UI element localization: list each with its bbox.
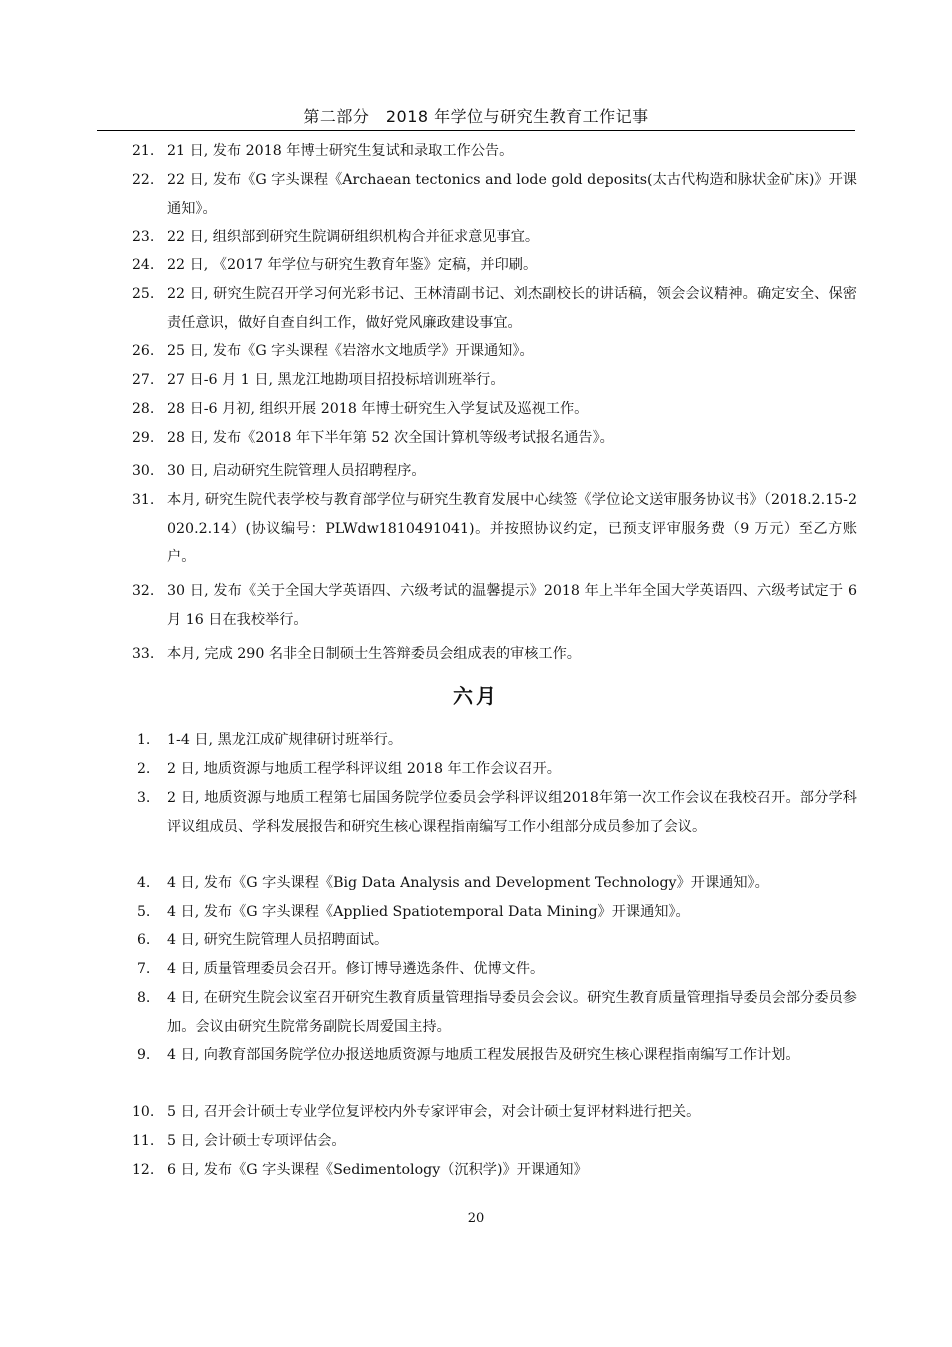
item-text: 30 日, 启动研究生院管理人员招聘程序。 xyxy=(167,463,426,479)
item-text: 5 日, 召开会计硕士专业学位复评校内外专家评审会，对会计硕士复评材料进行把关。 xyxy=(167,1104,701,1120)
item-number: 2. xyxy=(137,761,151,777)
item-number: 28. xyxy=(132,401,155,417)
item-number: 33. xyxy=(132,646,155,662)
item-text: 4 日, 研究生院管理人员招聘面试。 xyxy=(167,932,389,948)
item-text: 25 日, 发布《G 字头课程《岩溶水文地质学》开课通知》。 xyxy=(167,343,534,359)
header-rule xyxy=(97,130,855,131)
item-text: 22 日, 研究生院召开学习何光彩书记、王林清副书记、刘杰副校长的讲话稿，领会会议精神。确定安全、保密责任意识，做好自查自纠工作，做好党风廉政建设事宜。 xyxy=(167,286,857,331)
item-number: 30. xyxy=(132,463,155,479)
item-text: 28 日-6 月初, 组织开展 2018 年博士研究生入学复试及巡视工作。 xyxy=(167,401,589,417)
item-number: 4. xyxy=(137,875,151,891)
item-number: 1. xyxy=(137,732,151,748)
item-text: 30 日, 发布《关于全国大学英语四、六级考试的温馨提示》2018 年上半年全国大学英语四、六级考试定于 6 月 16 日在我校举行。 xyxy=(167,583,857,628)
item-number: 5. xyxy=(137,904,151,920)
item-text: 4 日, 发布《G 字头课程《Big Data Analysis and Development Technology》开课通知》。 xyxy=(167,875,769,891)
item-number: 27. xyxy=(132,372,155,388)
item-number: 10. xyxy=(132,1104,155,1120)
item-number: 23. xyxy=(132,229,155,245)
item-number: 6. xyxy=(137,932,151,948)
item-number: 25. xyxy=(132,286,155,302)
running-header: 第二部分 2018 年学位与研究生教育工作记事 xyxy=(303,107,649,126)
item-text: 2 日, 地质资源与地质工程学科评议组 2018 年工作会议召开。 xyxy=(167,761,561,777)
item-text: 28 日, 发布《2018 年下半年第 52 次全国计算机等级考试报名通告》。 xyxy=(167,430,614,446)
item-number: 9. xyxy=(137,1047,151,1063)
item-number: 26. xyxy=(132,343,155,359)
section-title-june: 六月 xyxy=(453,684,499,708)
item-text: 4 日, 发布《G 字头课程《Applied Spatiotemporal Data Mining》开课通知》。 xyxy=(167,904,690,920)
item-number: 22. xyxy=(132,172,155,188)
item-text: 22 日, 组织部到研究生院调研组织机构合并征求意见事宜。 xyxy=(167,229,540,245)
item-text: 4 日, 在研究生院会议室召开研究生教育质量管理指导委员会会议。研究生教育质量管理指导委员会部分委员参加。会议由研究生院常务副院长周爱国主持。 xyxy=(167,990,857,1035)
item-number: 7. xyxy=(137,961,151,977)
item-number: 21. xyxy=(132,143,155,159)
item-number: 12. xyxy=(132,1162,155,1178)
item-text: 本月, 完成 290 名非全日制硕士生答辩委员会组成表的审核工作。 xyxy=(167,646,581,662)
item-number: 31. xyxy=(132,492,155,508)
item-text: 1-4 日, 黑龙江成矿规律研讨班举行。 xyxy=(167,732,403,748)
item-number: 11. xyxy=(132,1133,155,1149)
item-text: 2 日, 地质资源与地质工程第七届国务院学位委员会学科评议组2018年第一次工作会议在我校召开。部分学科评议组成员、学科发展报告和研究生核心课程指南编写工作小组部分成员参加了会议。 xyxy=(167,790,857,835)
item-number: 3. xyxy=(137,790,151,806)
item-text: 本月, 研究生院代表学校与教育部学位与研究生教育发展中心续签《学位论文送审服务协议书》（2018.2.15-2020.2.14）(协议编号：PLWdw1810491041)。并按照协议约定，已预支评审服务费（9 万元）至乙方账户。 xyxy=(167,492,857,565)
item-text: 4 日, 质量管理委员会召开。修订博导遴选条件、优博文件。 xyxy=(167,961,545,977)
item-number: 29. xyxy=(132,430,155,446)
item-number: 8. xyxy=(137,990,151,1006)
item-number: 24. xyxy=(132,257,155,273)
item-text: 21 日, 发布 2018 年博士研究生复试和录取工作公告。 xyxy=(167,143,514,159)
item-text: 6 日, 发布《G 字头课程《Sedimentology（沉积学)》开课通知》 xyxy=(167,1162,588,1178)
item-number: 32. xyxy=(132,583,155,599)
item-text: 22 日, 《2017 年学位与研究生教育年鉴》定稿，并印刷。 xyxy=(167,257,538,273)
item-text: 4 日, 向教育部国务院学位办报送地质资源与地质工程发展报告及研究生核心课程指南编写工作计划。 xyxy=(167,1047,800,1063)
item-text: 27 日-6 月 1 日, 黑龙江地勘项目招投标培训班举行。 xyxy=(167,372,505,388)
item-text: 22 日, 发布《G 字头课程《Archaean tectonics and lode gold deposits(太古代构造和脉状金矿床)》开课通知》。 xyxy=(167,172,857,217)
page-number: 20 xyxy=(467,1211,485,1226)
item-text: 5 日, 会计硕士专项评估会。 xyxy=(167,1133,346,1149)
